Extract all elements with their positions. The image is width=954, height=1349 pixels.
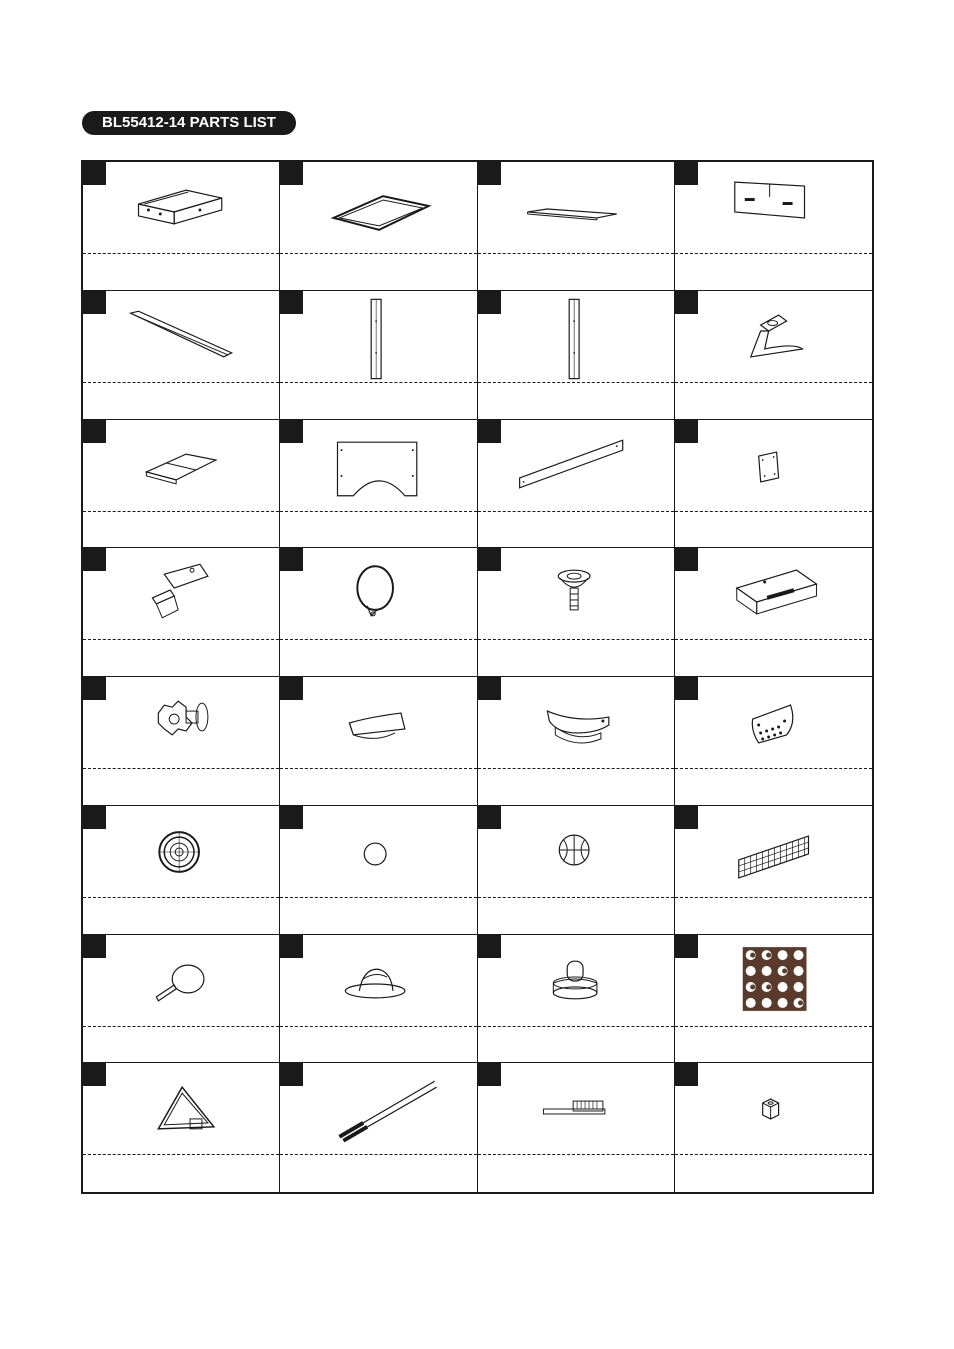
part-number-badge [478, 291, 501, 314]
paddle-icon [83, 935, 279, 1027]
table-frame-icon [83, 162, 279, 254]
part-cell [83, 291, 280, 420]
divider-dashed [83, 382, 279, 383]
part-cell [280, 291, 477, 420]
divider-dashed [280, 1154, 476, 1155]
rail-frame-icon [280, 162, 476, 254]
part-number-badge [478, 162, 501, 185]
leg-post-icon [280, 291, 476, 383]
parts-grid [81, 160, 874, 1194]
channel-beam-icon [83, 291, 279, 383]
divider-dashed [675, 639, 872, 640]
divider-dashed [675, 511, 872, 512]
part-cell [675, 420, 872, 549]
part-cell [280, 677, 477, 806]
divider-dashed [83, 639, 279, 640]
net-icon [675, 806, 872, 898]
part-number-badge [675, 291, 698, 314]
page-title: BL55412-14 PARTS LIST [82, 111, 296, 135]
hoop-stand-icon [675, 291, 872, 383]
ball-set-icon [675, 935, 872, 1027]
part-cell [83, 935, 280, 1064]
bracket-icon [83, 548, 279, 640]
part-cell [478, 806, 675, 935]
divider-dashed [83, 511, 279, 512]
part-cell [675, 291, 872, 420]
divider-dashed [478, 511, 674, 512]
part-number-badge [280, 1063, 303, 1086]
part-cell [478, 548, 675, 677]
part-number-badge [83, 162, 106, 185]
part-cell [675, 806, 872, 935]
corner-guard-icon [675, 677, 872, 769]
divider-dashed [280, 768, 476, 769]
scoring-unit-icon [675, 548, 872, 640]
part-number-badge [675, 935, 698, 958]
part-cell [280, 806, 477, 935]
divider-dashed [83, 253, 279, 254]
part-cell [280, 162, 477, 291]
part-number-badge [675, 162, 698, 185]
flat-board-icon [478, 162, 674, 254]
part-cell [83, 548, 280, 677]
folded-board-icon [83, 420, 279, 512]
divider-dashed [280, 1026, 476, 1027]
part-cell [83, 420, 280, 549]
part-number-badge [83, 1063, 106, 1086]
part-number-badge [478, 806, 501, 829]
divider-dashed [280, 897, 476, 898]
chalk-cube-icon [675, 1063, 872, 1155]
divider-dashed [675, 768, 872, 769]
part-cell [478, 1063, 675, 1192]
part-number-badge [280, 291, 303, 314]
part-cell [478, 162, 675, 291]
divider-dashed [83, 768, 279, 769]
part-cell [478, 291, 675, 420]
part-number-badge [675, 677, 698, 700]
divider-dashed [675, 1026, 872, 1027]
part-number-badge [478, 935, 501, 958]
long-plank-icon [478, 420, 674, 512]
part-cell [478, 935, 675, 1064]
part-cell [280, 1063, 477, 1192]
part-cell [83, 162, 280, 291]
divider-dashed [478, 639, 674, 640]
part-number-badge [280, 935, 303, 958]
slotted-panel-icon [675, 162, 872, 254]
part-number-badge [478, 1063, 501, 1086]
part-cell [675, 935, 872, 1064]
part-cell [280, 935, 477, 1064]
part-number-badge [83, 935, 106, 958]
basketball-icon [478, 806, 674, 898]
divider-dashed [478, 1154, 674, 1155]
curved-apron-icon [280, 420, 476, 512]
part-cell [675, 548, 872, 677]
part-number-badge [675, 806, 698, 829]
goal-piece-icon [280, 677, 476, 769]
part-number-badge [83, 806, 106, 829]
part-number-badge [675, 548, 698, 571]
part-number-badge [675, 420, 698, 443]
part-number-badge [280, 548, 303, 571]
part-number-badge [280, 677, 303, 700]
divider-dashed [478, 253, 674, 254]
part-cell [675, 1063, 872, 1192]
leg-post-icon [478, 291, 674, 383]
part-number-badge [675, 1063, 698, 1086]
divider-dashed [478, 382, 674, 383]
hose-clamp-icon [280, 548, 476, 640]
part-cell [675, 677, 872, 806]
part-number-badge [280, 420, 303, 443]
divider-dashed [280, 639, 476, 640]
part-number-badge [478, 548, 501, 571]
divider-dashed [675, 897, 872, 898]
brush-icon [478, 1063, 674, 1155]
divider-dashed [675, 382, 872, 383]
divider-dashed [675, 253, 872, 254]
divider-dashed [675, 1154, 872, 1155]
goal-cup-icon [478, 677, 674, 769]
part-number-badge [83, 548, 106, 571]
wheel-icon [83, 806, 279, 898]
divider-dashed [478, 768, 674, 769]
air-pusher-icon [478, 935, 674, 1027]
divider-dashed [280, 511, 476, 512]
part-number-badge [478, 420, 501, 443]
part-cell [83, 806, 280, 935]
part-number-badge [83, 677, 106, 700]
divider-dashed [83, 897, 279, 898]
ball-icon [280, 806, 476, 898]
part-number-badge [280, 162, 303, 185]
part-cell [83, 1063, 280, 1192]
divider-dashed [280, 382, 476, 383]
cue-sticks-icon [280, 1063, 476, 1155]
part-number-badge [83, 291, 106, 314]
divider-dashed [478, 1026, 674, 1027]
square-plate-icon [675, 420, 872, 512]
rack-triangle-icon [83, 1063, 279, 1155]
divider-dashed [83, 1154, 279, 1155]
part-cell [83, 677, 280, 806]
divider-dashed [280, 253, 476, 254]
part-cell [478, 420, 675, 549]
divider-dashed [478, 897, 674, 898]
part-cell [280, 548, 477, 677]
part-number-badge [280, 806, 303, 829]
part-number-badge [83, 420, 106, 443]
shuffle-disc-icon [280, 935, 476, 1027]
leveler-foot-icon [478, 548, 674, 640]
part-cell [675, 162, 872, 291]
part-cell [478, 677, 675, 806]
part-cell [280, 420, 477, 549]
part-number-badge [478, 677, 501, 700]
star-knob-icon [83, 677, 279, 769]
divider-dashed [83, 1026, 279, 1027]
